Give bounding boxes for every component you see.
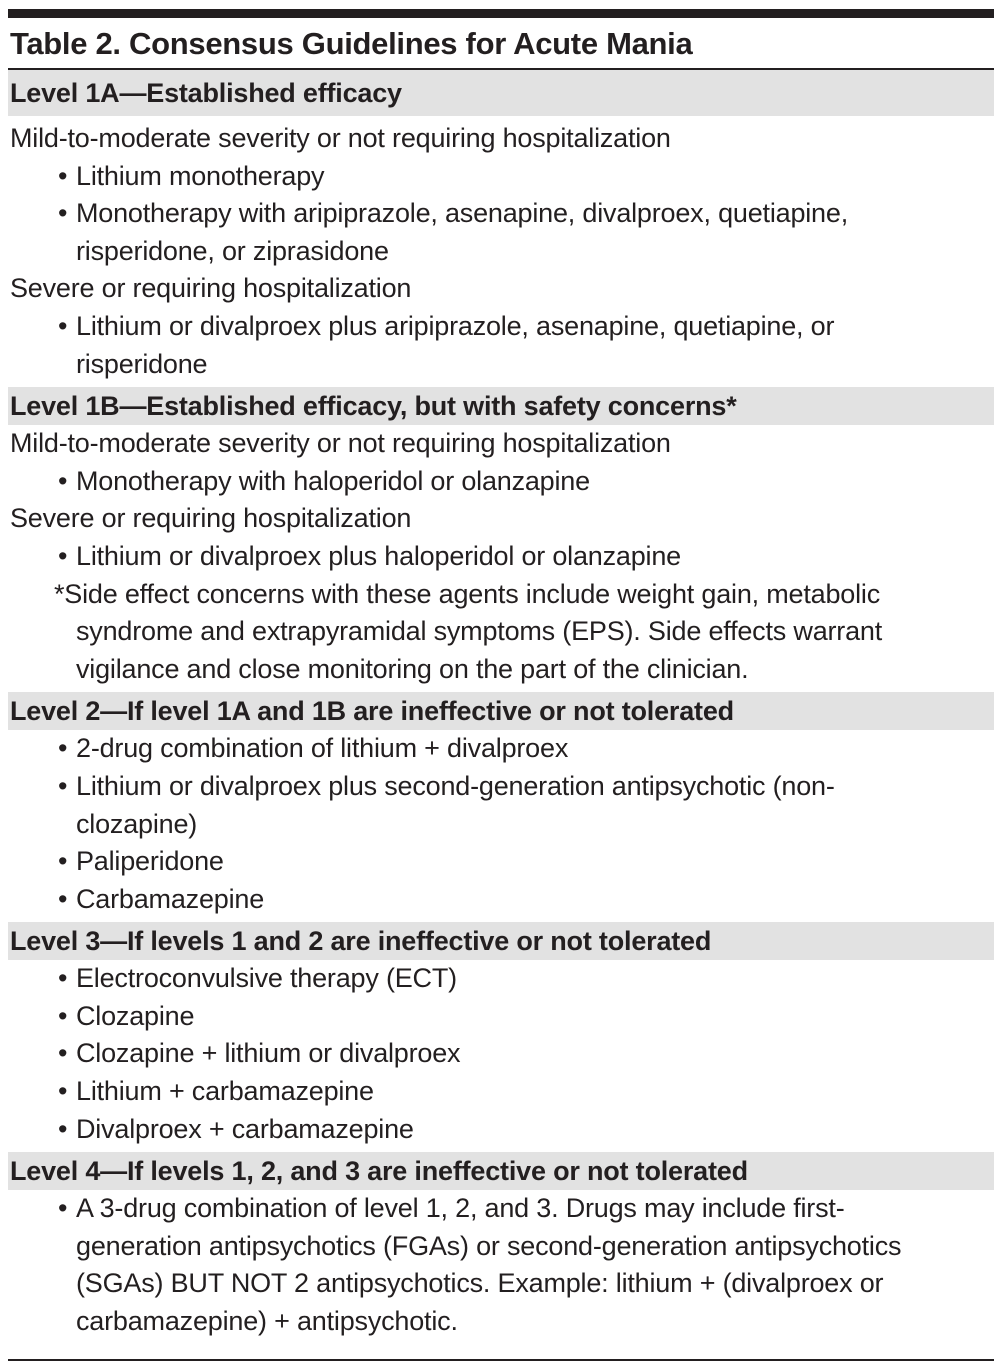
list-item-text: Lithium or divalproex plus aripiprazole, asenapine, quetiapine, or risperidone bbox=[76, 310, 835, 379]
list-item-text: Lithium or divalproex plus haloperidol or olanzapine bbox=[76, 540, 681, 571]
list-item-text: Electroconvulsive therapy (ECT) bbox=[76, 963, 457, 994]
bullet-icon: • bbox=[58, 770, 68, 801]
list-item bbox=[8, 1073, 936, 1111]
bullet-icon: • bbox=[58, 540, 68, 571]
list-item-text: Clozapine + lithium or divalproex bbox=[76, 1038, 461, 1069]
list-item-text: Paliperidone bbox=[76, 846, 224, 877]
top-rule bbox=[8, 9, 994, 18]
subheading: Mild-to-moderate severity or not requiring hospitalization bbox=[10, 428, 671, 459]
list-item bbox=[8, 730, 936, 768]
list-item-text: Lithium monotherapy bbox=[76, 160, 325, 191]
level-header: Level 4—If levels 1, 2, and 3 are ineffective or not tolerated bbox=[8, 1152, 994, 1190]
bullet-icon: • bbox=[58, 846, 68, 877]
subheading: Severe or requiring hospitalization bbox=[10, 273, 412, 304]
bullet-icon: • bbox=[58, 1038, 68, 1069]
list-item bbox=[8, 463, 936, 501]
bullet-icon: • bbox=[58, 963, 68, 994]
level-header: Level 3—If levels 1 and 2 are ineffective or not tolerated bbox=[8, 922, 994, 960]
list-item bbox=[8, 998, 936, 1036]
bullet-icon: • bbox=[58, 733, 68, 764]
bullet-icon: • bbox=[58, 198, 68, 229]
bullet-icon: • bbox=[58, 1113, 68, 1144]
list-item bbox=[8, 843, 936, 881]
bullet-icon: • bbox=[58, 883, 68, 914]
bullet-icon: • bbox=[58, 465, 68, 496]
list-item bbox=[8, 308, 936, 383]
bullet-icon: • bbox=[58, 310, 68, 341]
bullet-icon: • bbox=[58, 1076, 68, 1107]
list-item-text: Monotherapy with aripiprazole, asenapine, divalproex, quetiapine, risperidone, or ziprasidone bbox=[76, 198, 848, 266]
bullet-icon: • bbox=[58, 160, 68, 191]
level-header: Level 1A—Established efficacy bbox=[8, 70, 994, 116]
list-item bbox=[8, 960, 936, 998]
level-header: Level 1B—Established efficacy, but with safety concerns* bbox=[8, 387, 994, 425]
list-item bbox=[8, 768, 936, 843]
list-item-text: Divalproex + carbamazepine bbox=[76, 1113, 414, 1144]
list-item-text: Carbamazepine bbox=[76, 883, 265, 914]
level-header: Level 2—If level 1A and 1B are ineffective or not tolerated bbox=[8, 692, 994, 730]
list-item-text: Lithium or divalproex plus second-generation antipsychotic (non-clozapine) bbox=[76, 770, 835, 839]
list-item-text: Lithium + carbamazepine bbox=[76, 1076, 374, 1107]
footnote: *Side effect concerns with these agents include weight gain, metabolic syndrome and extrapyramidal symptoms (EPS). Side effects warrant vigilance and close monitoring on the part of the clinician. bbox=[54, 578, 883, 684]
list-item bbox=[8, 538, 936, 576]
bullet-icon: • bbox=[58, 1193, 68, 1224]
list-item bbox=[8, 881, 936, 919]
list-item-text: Monotherapy with haloperidol or olanzapine bbox=[76, 465, 590, 496]
list-item-text: A 3-drug combination of level 1, 2, and 3. Drugs may include first-generation antipsychotics (FGAs) or second-generation antipsychotics (SGAs) BUT NOT 2 antipsychotics. Example: lithium + (divalproex or carbamazepine) + antipsychotic. bbox=[76, 1193, 902, 1337]
guidelines-table bbox=[8, 70, 994, 1341]
list-item-text: Clozapine bbox=[76, 1000, 195, 1031]
subheading: Mild-to-moderate severity or not requiring hospitalization bbox=[10, 123, 671, 153]
list-item bbox=[8, 1035, 936, 1073]
list-item bbox=[8, 1190, 936, 1340]
list-item bbox=[8, 158, 936, 196]
bullet-icon: • bbox=[58, 1000, 68, 1031]
bottom-rule bbox=[8, 1359, 994, 1361]
list-item bbox=[8, 1111, 936, 1149]
table-title: Table 2. Consensus Guidelines for Acute Mania bbox=[10, 26, 693, 61]
subheading: Severe or requiring hospitalization bbox=[10, 503, 412, 534]
list-item bbox=[8, 195, 936, 270]
list-item-text: 2-drug combination of lithium + divalproex bbox=[76, 733, 569, 764]
